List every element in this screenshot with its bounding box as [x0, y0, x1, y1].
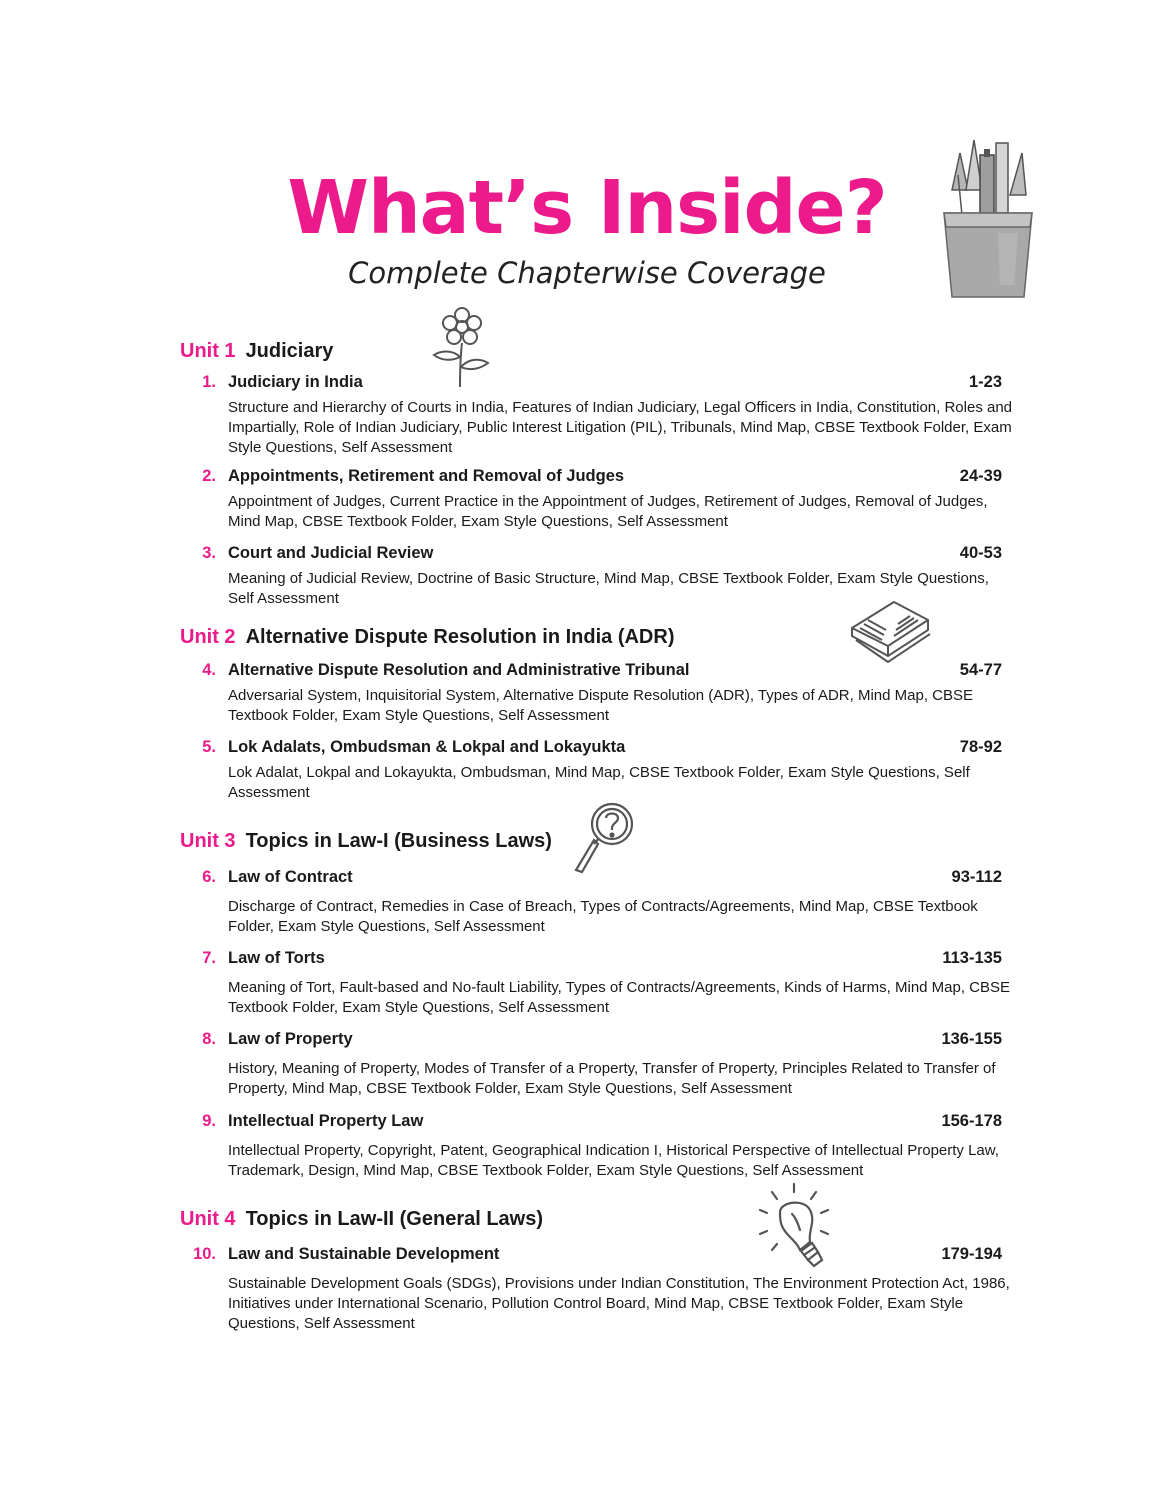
chapter-topics: Appointment of Judges, Current Practice in the Appointment of Judges, Retirement of Judges, Removal of Judges, Mind Map, CBSE Textbook Folder, Exam Style Questions, Self Assessment	[228, 493, 988, 530]
chapter-pages: 40-53	[959, 544, 1002, 562]
chapter-topics: Discharge of Contract, Remedies in Case of Breach, Types of Contracts/Agreements, Mind Map, CBSE Textbook Folder, Exam Style Questions, Self Assessment	[228, 898, 978, 935]
chapter-topics: Adversarial System, Inquisitorial System, Alternative Dispute Resolution (ADR), Types of ADR, Mind Map, CBSE Textbook Folder, Exam Style Questions, Self Assessment	[228, 687, 974, 724]
chapter-topics: Meaning of Tort, Fault-based and No-fault Liability, Types of Contracts/Agreements, Kinds of Harms, Mind Map, CBSE Textbook Folder, Exam Style Questions, Self Assessment	[228, 979, 1011, 1016]
chapter-topics: Sustainable Development Goals (SDGs), Provisions under Indian Constitution, The Environment Protection Act, 1986, Initiatives under International Scenario, Pollution Control Board, Mind Map, CBSE Textbook Folder, Exam Style Questions, Self Assessment	[228, 1275, 1010, 1332]
chapter-title: Law of Contract	[228, 868, 353, 886]
chapter-title: Alternative Dispute Resolution and Administrative Tribunal	[228, 661, 690, 679]
chapter-pages: 78-92	[959, 738, 1002, 756]
chapter-pages: 54-77	[959, 661, 1002, 679]
unit-label: Unit 4	[180, 1208, 236, 1230]
chapter-number: 3.	[202, 544, 216, 562]
unit-heading	[180, 830, 552, 853]
chapter-pages: 179-194	[941, 1245, 1002, 1263]
chapter-title: Judiciary in India	[228, 373, 363, 391]
chapter-pages: 24-39	[959, 467, 1002, 485]
chapter-topics: Meaning of Judicial Review, Doctrine of Basic Structure, Mind Map, CBSE Textbook Folder, Exam Style Questions, Self Assessment	[228, 570, 989, 607]
unit-heading	[180, 340, 333, 363]
unit-name: Judiciary	[245, 340, 334, 362]
unit-heading	[180, 626, 674, 649]
chapter-number: 8.	[202, 1030, 216, 1048]
chapter-number: 6.	[202, 868, 216, 886]
chapter-title: Law of Property	[228, 1030, 353, 1048]
chapter-number: 9.	[202, 1112, 216, 1130]
chapter-title: Court and Judicial Review	[228, 544, 434, 562]
open-book-icon	[848, 598, 934, 670]
chapter-number: 7.	[202, 949, 216, 967]
page-title: What’s Inside?	[287, 165, 887, 251]
magnifier-question-icon	[572, 798, 638, 878]
chapter-title: Lok Adalats, Ombudsman & Lokpal and Lokayukta	[228, 738, 626, 756]
chapter-number: 1.	[202, 373, 216, 391]
chapter-topics: Intellectual Property, Copyright, Patent, Geographical Indication I, Historical Perspective of Intellectual Property Law, Trademark, Design, Mind Map, CBSE Textbook Folder, Exam Style Questions, Self Assessment	[228, 1142, 999, 1179]
pencil-cup-icon	[938, 135, 1038, 305]
unit-label: Unit 3	[180, 830, 236, 852]
unit-label: Unit 2	[180, 626, 236, 648]
chapter-number: 5.	[202, 738, 216, 756]
unit-name: Topics in Law-II (General Laws)	[245, 1208, 544, 1230]
chapter-topics: History, Meaning of Property, Modes of Transfer of a Property, Transfer of Property, Principles Related to Transfer of Property, Mind Map, CBSE Textbook Folder, Exam Style Questions, Self Assessment	[228, 1060, 996, 1097]
page-subtitle: Complete Chapterwise Coverage	[348, 256, 826, 290]
chapter-topics: Lok Adalat, Lokpal and Lokayukta, Ombudsman, Mind Map, CBSE Textbook Folder, Exam Style Questions, Self Assessment	[228, 764, 970, 801]
chapter-pages: 93-112	[951, 868, 1002, 886]
unit-heading	[180, 1208, 543, 1231]
chapter-pages: 136-155	[941, 1030, 1002, 1048]
chapter-number: 4.	[202, 661, 216, 679]
chapter-title: Appointments, Retirement and Removal of Judges	[228, 467, 625, 485]
chapter-title: Law and Sustainable Development	[228, 1245, 500, 1263]
chapter-number: 2.	[202, 467, 216, 485]
chapter-title: Intellectual Property Law	[228, 1112, 424, 1130]
chapter-pages: 1-23	[968, 373, 1002, 391]
light-bulb-icon	[752, 1180, 838, 1276]
chapter-pages: 113-135	[942, 949, 1002, 967]
unit-name: Topics in Law-I (Business Laws)	[245, 830, 552, 852]
unit-label: Unit 1	[180, 340, 236, 362]
flower-icon	[430, 305, 494, 391]
chapter-number: 10.	[193, 1245, 216, 1263]
chapter-topics: Structure and Hierarchy of Courts in India, Features of Indian Judiciary, Legal Officers in India, Constitution, Roles and Impartially, Role of Indian Judiciary, Public Interest Litigation (PIL), Tribunals, Mind Map, CBSE Textbook Folder, Exam Style Questions, Self Assessment	[228, 399, 1013, 456]
chapter-title: Law of Torts	[228, 949, 325, 967]
unit-name: Alternative Dispute Resolution in India (ADR)	[245, 626, 675, 648]
chapter-pages: 156-178	[941, 1112, 1002, 1130]
